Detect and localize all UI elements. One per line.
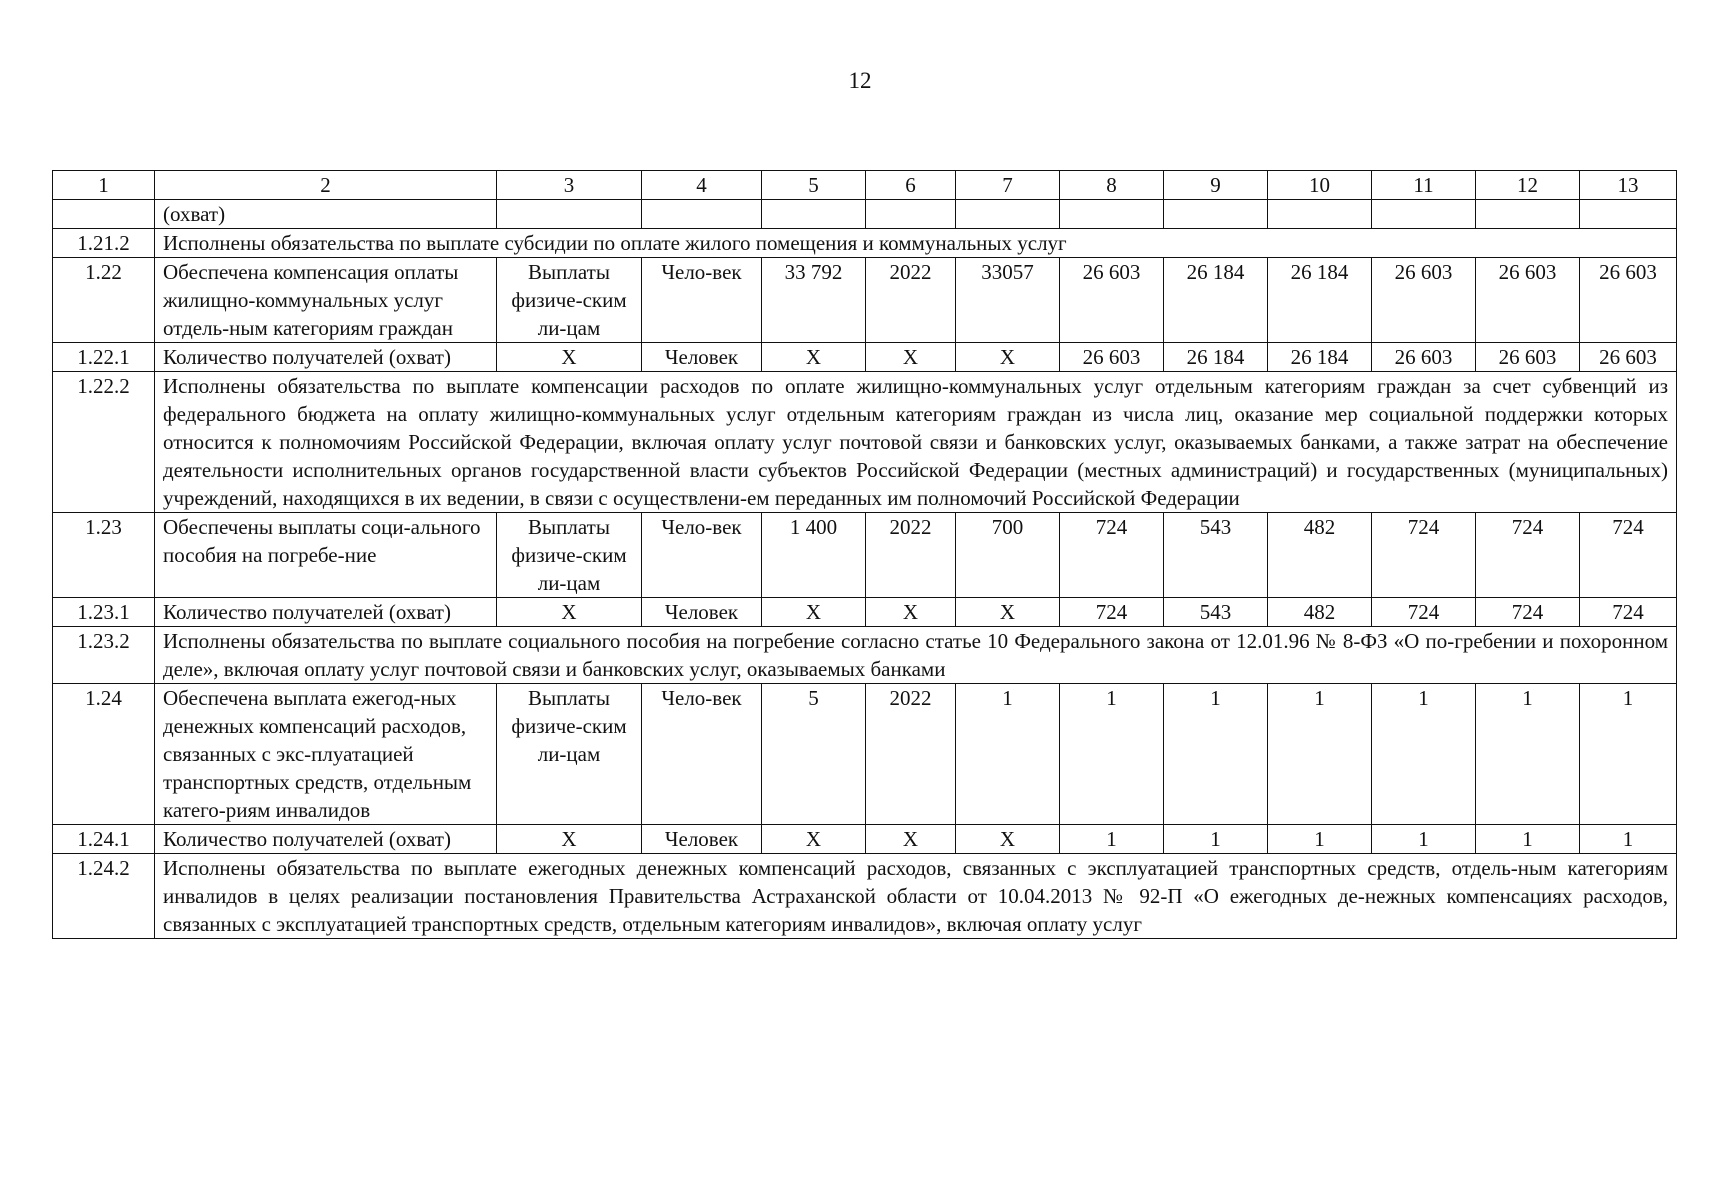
table-row: [53, 598, 1677, 627]
unit: Человек: [642, 598, 762, 627]
header-cell: 5: [762, 171, 866, 200]
row-name: Количество получателей (охват): [155, 343, 497, 372]
header-cell: 1: [53, 171, 155, 200]
cell: 700: [956, 513, 1060, 598]
header-cell: 6: [866, 171, 956, 200]
cell: 2022: [866, 513, 956, 598]
cell: 26 603: [1476, 343, 1580, 372]
table-row: [53, 258, 1677, 343]
cell: 1: [1476, 684, 1580, 825]
header-cell: 4: [642, 171, 762, 200]
cell: 1: [1580, 684, 1677, 825]
header-cell: 10: [1268, 171, 1372, 200]
cell: 33057: [956, 258, 1060, 343]
row-number: 1.23.1: [53, 598, 155, 627]
cell: [762, 200, 866, 229]
row-description: Исполнены обязательства по выплате ежегодных денежных компенсаций расходов, связанных с эксплуатацией транспортных средств, отдель-ным категориям инвалидов в целях реализации постановления Правительства Астраханской области от 10.04.2013 № 92-П «О ежегодных де-нежных компенсациях расходов, связанных с эксплуатацией транспортных средств, отдельным категориям инвалидов», включая оплату услуг: [155, 854, 1677, 939]
cell: 26 603: [1060, 258, 1164, 343]
cell: 482: [1268, 598, 1372, 627]
cell: 724: [1476, 513, 1580, 598]
cell: 1: [956, 684, 1060, 825]
cell: 1: [1372, 684, 1476, 825]
cell: 2022: [866, 258, 956, 343]
table-row: [53, 627, 1677, 684]
header-cell: 13: [1580, 171, 1677, 200]
cell: Х: [956, 598, 1060, 627]
cell: 543: [1164, 513, 1268, 598]
cell: Х: [956, 343, 1060, 372]
header-cell: 9: [1164, 171, 1268, 200]
cell: 1: [1164, 684, 1268, 825]
table-row: [53, 825, 1677, 854]
cell: Х: [866, 825, 956, 854]
table-row: [53, 513, 1677, 598]
cell: [1580, 200, 1677, 229]
row-number: 1.22.2: [53, 372, 155, 513]
cell: 1: [1060, 825, 1164, 854]
cell: 1: [1268, 684, 1372, 825]
cell: 724: [1372, 598, 1476, 627]
row-name: Обеспечены выплаты соци-ального пособия на погребе-ние: [155, 513, 497, 598]
row-number: 1.24.2: [53, 854, 155, 939]
unit: Человек: [642, 825, 762, 854]
header-cell: 8: [1060, 171, 1164, 200]
cell: 1: [1372, 825, 1476, 854]
header-cell: 11: [1372, 171, 1476, 200]
cell: 724: [1476, 598, 1580, 627]
payment-type: Х: [497, 825, 642, 854]
cell: [1372, 200, 1476, 229]
table-row: [53, 229, 1677, 258]
cell: [956, 200, 1060, 229]
row-name: Обеспечена выплата ежегод-ных денежных компенсаций расходов, связанных с экс-плуатацией транспортных средств, отдельным катего-риям инвалидов: [155, 684, 497, 825]
row-number: 1.21.2: [53, 229, 155, 258]
row-description: Исполнены обязательства по выплате социального пособия на погребение согласно статье 10 Федерального закона от 12.01.96 № 8-ФЗ «О по-гребении и похоронном деле», включая оплату услуг почтовой связи и банковских услуг, оказываемых банками: [155, 627, 1677, 684]
unit: Чело-век: [642, 684, 762, 825]
cell: 1: [1060, 684, 1164, 825]
table-row: [53, 854, 1677, 939]
cell: Х: [866, 343, 956, 372]
cell: 724: [1060, 598, 1164, 627]
cell: 26 603: [1060, 343, 1164, 372]
cell: 2022: [866, 684, 956, 825]
header-cell: 2: [155, 171, 497, 200]
cell: 26 184: [1164, 343, 1268, 372]
payment-type: Выплаты физиче-ским ли-цам: [497, 258, 642, 343]
cell: [1268, 200, 1372, 229]
row-number: 1.23.2: [53, 627, 155, 684]
cell: Х: [762, 825, 866, 854]
row-number: 1.22: [53, 258, 155, 343]
cell: [866, 200, 956, 229]
row-description: Исполнены обязательства по выплате компенсации расходов по оплате жилищно-коммунальных услуг отдельным категориям граждан за счет субвенций из федерального бюджета на оплату жилищно-коммунальных услуг отдельным категориям граждан из числа лиц, оказание мер социальной поддержки которых относится к полномочиям Российской Федерации, включая оплату услуг почтовой связи и банковских услуг, оказываемых банками, а также затрат на обеспечение деятельности исполнительных органов государственной власти субъектов Российской Федерации (местных администраций) и государственных (муниципальных) учреждений, находящихся в их ведении, в связи с осуществлени-ем переданных им полномочий Российской Федерации: [155, 372, 1677, 513]
cell: 26 184: [1268, 343, 1372, 372]
payment-type: Х: [497, 343, 642, 372]
cell: Х: [866, 598, 956, 627]
row-name: Обеспечена компенсация оплаты жилищно-коммунальных услуг отдель-ным категориям граждан: [155, 258, 497, 343]
table-row: [53, 372, 1677, 513]
cell: 5: [762, 684, 866, 825]
cell: 26 184: [1164, 258, 1268, 343]
header-cell: 7: [956, 171, 1060, 200]
header-cell: 3: [497, 171, 642, 200]
cell: 26 184: [1268, 258, 1372, 343]
page-number: 12: [848, 68, 872, 93]
cell: 26 603: [1372, 258, 1476, 343]
unit: Чело-век: [642, 258, 762, 343]
cell: [497, 200, 642, 229]
row-number: 1.24.1: [53, 825, 155, 854]
cell: [1060, 200, 1164, 229]
cell: 1: [1268, 825, 1372, 854]
cell: [1164, 200, 1268, 229]
cell: 1: [1164, 825, 1268, 854]
indicators-table: [52, 170, 1677, 939]
payment-type: Х: [497, 598, 642, 627]
unit: Человек: [642, 343, 762, 372]
row-number: [53, 200, 155, 229]
unit: Чело-век: [642, 513, 762, 598]
cell: Х: [762, 343, 866, 372]
table-row: [53, 684, 1677, 825]
row-name: (охват): [155, 200, 497, 229]
header-cell: 12: [1476, 171, 1580, 200]
row-description: Исполнены обязательства по выплате субсидии по оплате жилого помещения и коммунальных услуг: [155, 229, 1677, 258]
cell: 1 400: [762, 513, 866, 598]
cell: 543: [1164, 598, 1268, 627]
cell: 724: [1060, 513, 1164, 598]
payment-type: Выплаты физиче-ским ли-цам: [497, 684, 642, 825]
header-row: [53, 171, 1677, 200]
row-number: 1.22.1: [53, 343, 155, 372]
table-row: [53, 343, 1677, 372]
cell: [1476, 200, 1580, 229]
row-name: Количество получателей (охват): [155, 598, 497, 627]
cell: 26 603: [1476, 258, 1580, 343]
cell: Х: [956, 825, 1060, 854]
cell: 724: [1372, 513, 1476, 598]
cell: Х: [762, 598, 866, 627]
row-number: 1.23: [53, 513, 155, 598]
cell: 1: [1580, 825, 1677, 854]
row-number: 1.24: [53, 684, 155, 825]
cell: 33 792: [762, 258, 866, 343]
cell: 26 603: [1580, 343, 1677, 372]
cell: 482: [1268, 513, 1372, 598]
cell: 26 603: [1580, 258, 1677, 343]
cell: 26 603: [1372, 343, 1476, 372]
cell: 724: [1580, 598, 1677, 627]
row-name: Количество получателей (охват): [155, 825, 497, 854]
table-row: [53, 200, 1677, 229]
cell: 724: [1580, 513, 1677, 598]
payment-type: Выплаты физиче-ским ли-цам: [497, 513, 642, 598]
cell: [642, 200, 762, 229]
cell: 1: [1476, 825, 1580, 854]
